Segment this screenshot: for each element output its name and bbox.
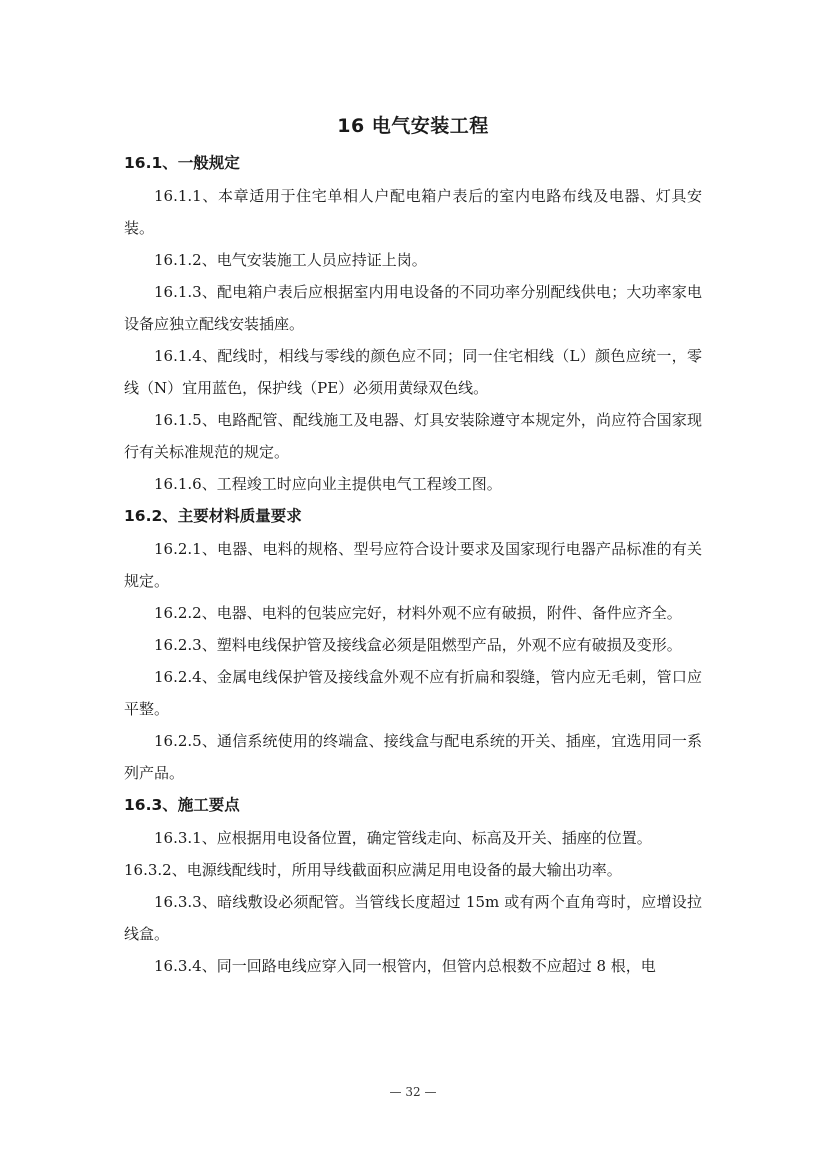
paragraph: 16.2.2、电器、电料的包装应完好，材料外观不应有破损，附件、备件应齐全。 [154,604,682,622]
paragraph: 16.1.2、电气安装施工人员应持证上岗。 [154,251,427,269]
paragraph: 16.1.3、配电箱户表后应根据室内用电设备的不同功率分别配线供电；大功率家电设备应独立配线安装插座。 [124,283,702,333]
paragraph: 16.3.4、同一回路电线应穿入同一根管内，但管内总根数不应超过 8 根，电 [154,957,656,975]
paragraph: 16.1.1、本章适用于住宅单相人户配电箱户表后的室内电路布线及电器、灯具安装。 [124,187,702,237]
paragraph: 16.2.3、塑料电线保护管及接线盒必须是阻燃型产品，外观不应有破损及变形。 [154,636,682,654]
section-heading: 16.1、一般规定 [124,154,240,172]
section-heading: 16.2、主要材料质量要求 [124,507,302,525]
section-heading: 16.3、施工要点 [124,796,240,814]
paragraph: 16.1.4、配线时，相线与零线的颜色应不同；同一住宅相线（L）颜色应统一，零线（N）宜用蓝色，保护线（PE）必须用黄绿双色线。 [124,347,702,397]
paragraph: 16.3.3、暗线敷设必须配管。当管线长度超过 15m 或有两个直角弯时，应增设拉线盒。 [124,893,702,943]
paragraph: 16.2.4、金属电线保护管及接线盒外观不应有折扁和裂缝，管内应无毛刺，管口应平整。 [124,668,702,718]
document-body [124,147,702,982]
paragraph: 16.1.6、工程竣工时应向业主提供电气工程竣工图。 [154,475,502,493]
paragraph: 16.2.1、电器、电料的规格、型号应符合设计要求及国家现行电器产品标准的有关规定。 [124,540,702,590]
paragraph: 16.3.2、电源线配线时，所用导线截面积应满足用电设备的最大输出功率。 [124,861,622,879]
page-number: — 32 — [389,1085,437,1099]
paragraph: 16.1.5、电路配管、配线施工及电器、灯具安装除遵守本规定外，尚应符合国家现行有关标准规范的规定。 [124,411,702,461]
page-title: 16 电气安装工程 [337,115,489,137]
paragraph: 16.2.5、通信系统使用的终端盒、接线盒与配电系统的开关、插座，宜选用同一系列产品。 [124,732,702,782]
paragraph: 16.3.1、应根据用电设备位置，确定管线走向、标高及开关、插座的位置。 [154,829,652,847]
